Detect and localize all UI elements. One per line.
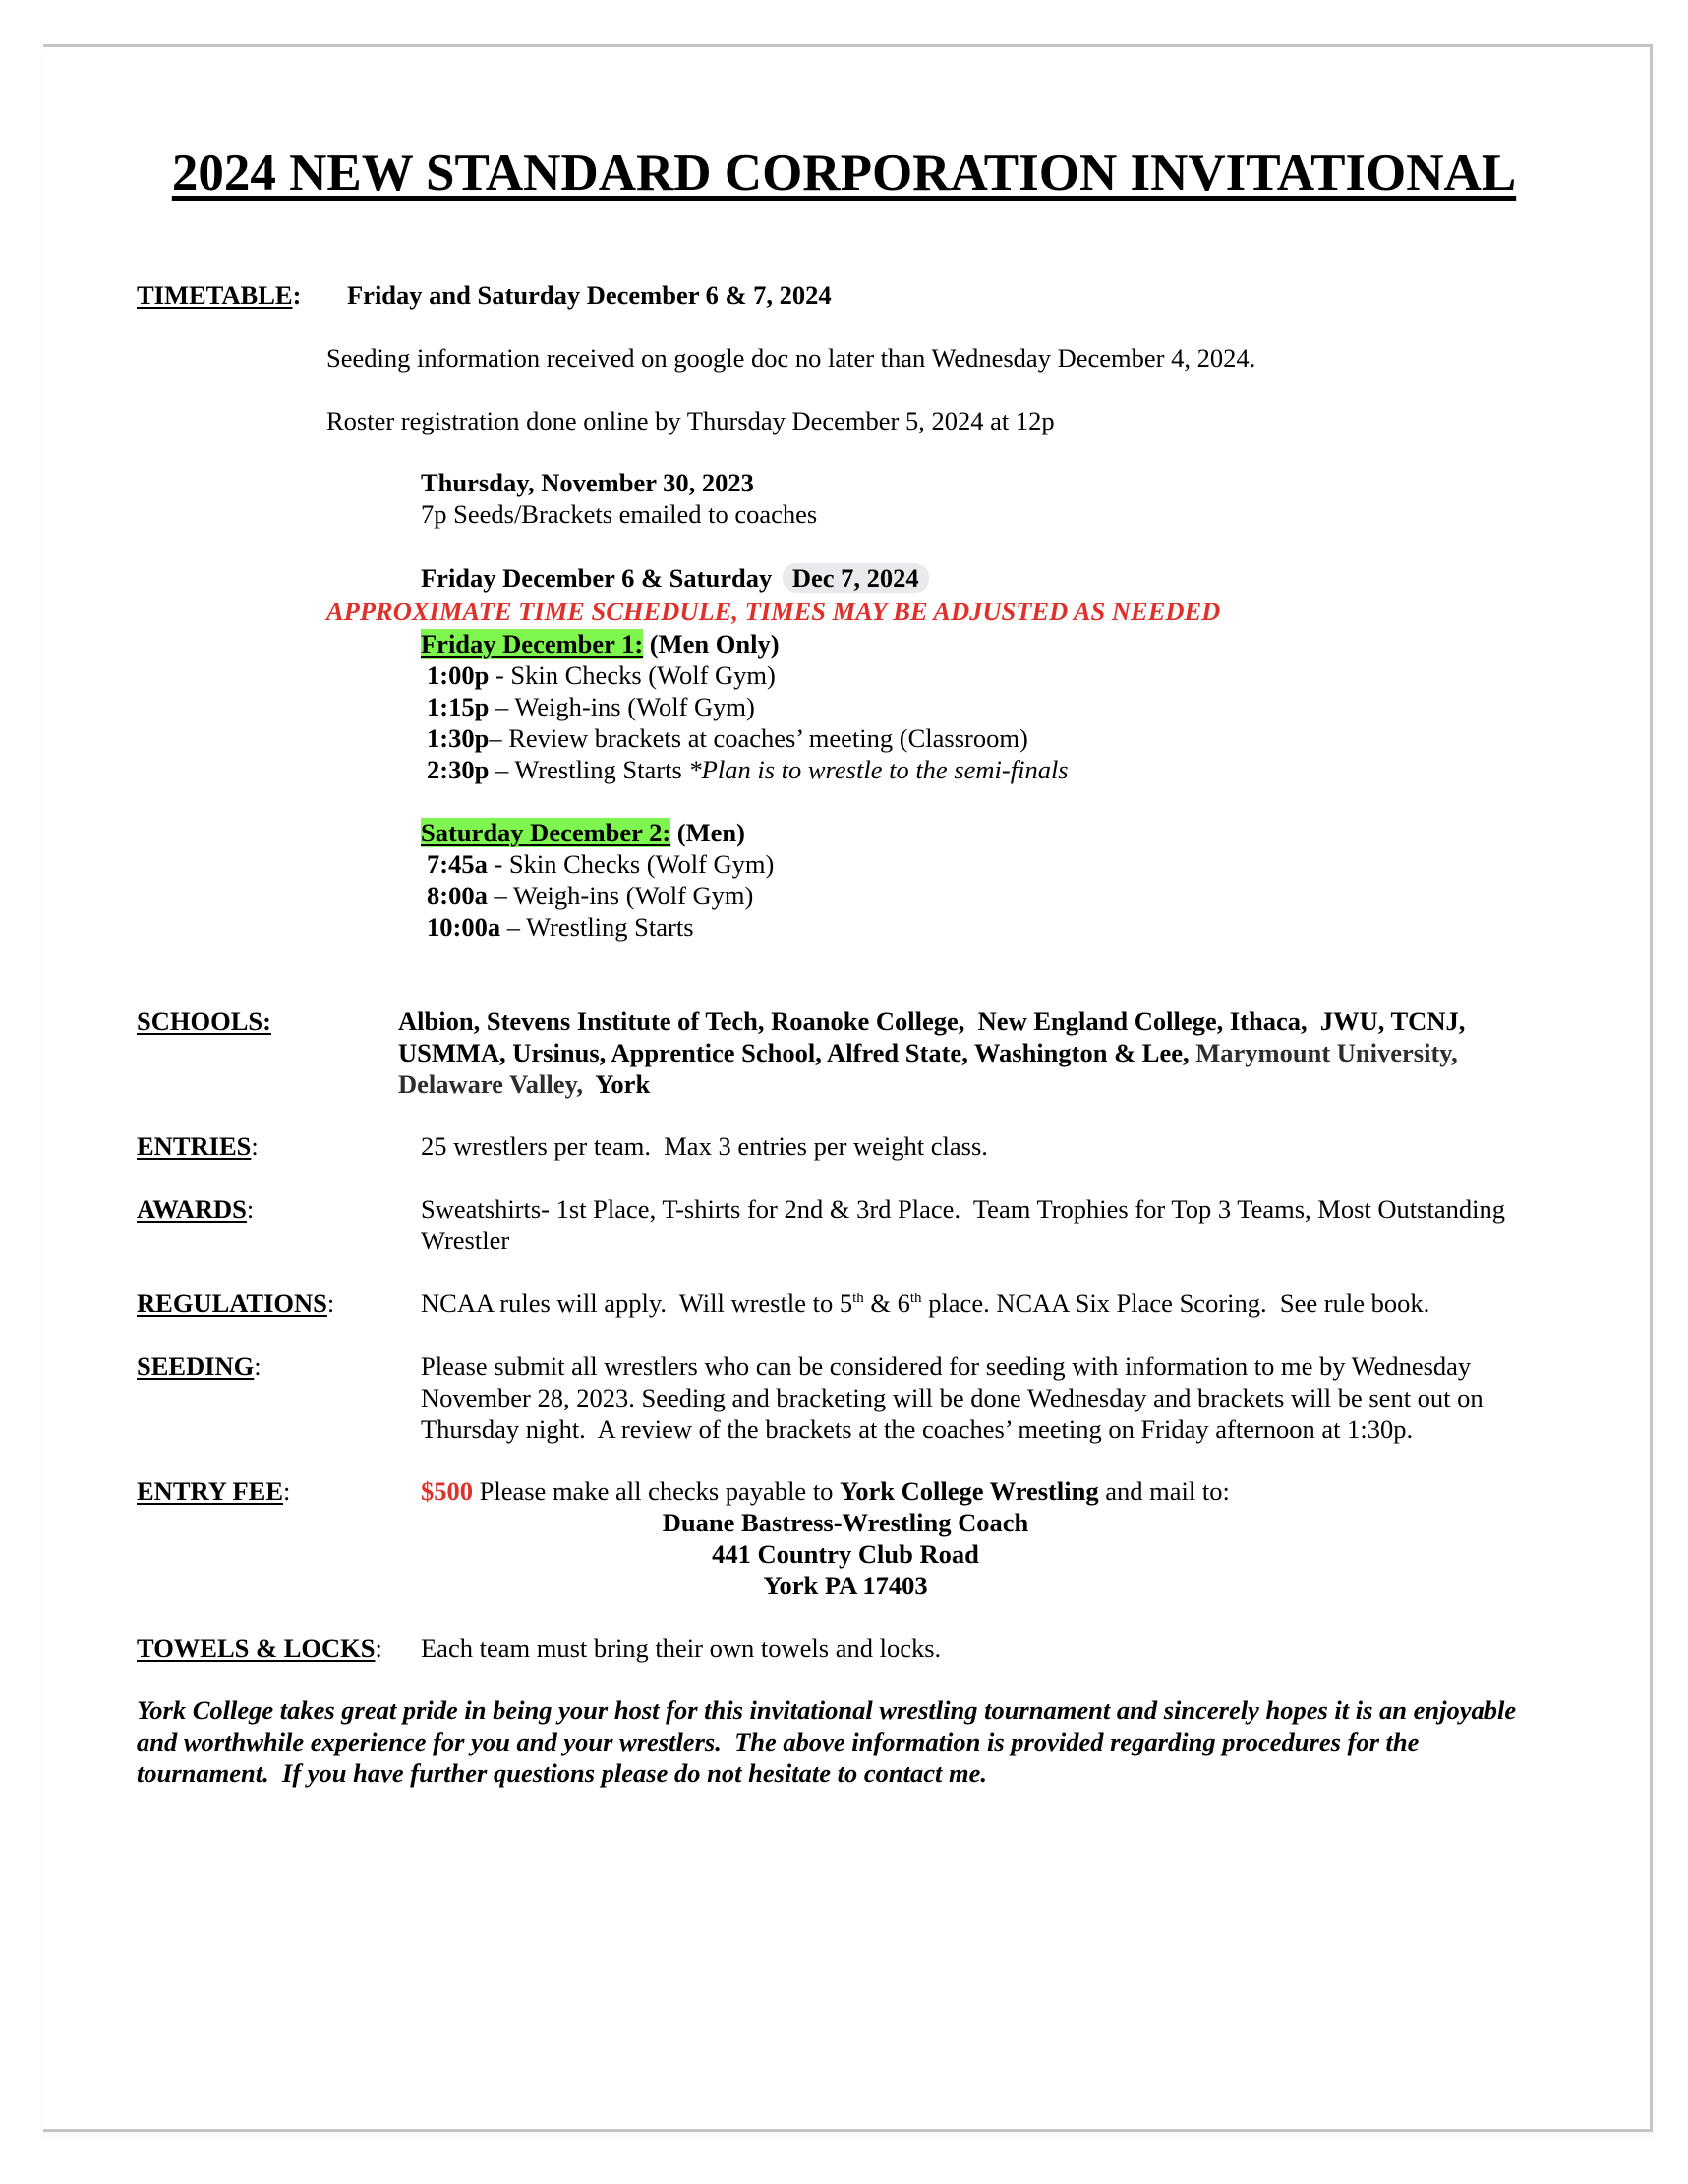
schedule-item: 8:00a – Weigh-ins (Wolf Gym) xyxy=(427,881,754,910)
awards-text: Wrestler xyxy=(421,1226,510,1255)
closing-paragraph-line: tournament. If you have further questions please do not hesitate to contact me. xyxy=(137,1758,987,1788)
schedule-item: 1:00p - Skin Checks (Wolf Gym) xyxy=(427,661,776,690)
schedule-item: 1:30p– Review brackets at coaches’ meeting (Classroom) xyxy=(427,723,1028,753)
roster-registration-deadline: Roster registration done online by Thursday December 5, 2024 at 12p xyxy=(326,406,1055,435)
saturday-heading: Saturday December 2: (Men) xyxy=(421,818,745,847)
schedule-disclaimer: APPROXIMATE TIME SCHEDULE, TIMES MAY BE ADJUSTED AS NEEDED xyxy=(326,597,1221,626)
entry-fee-label: ENTRY FEE: xyxy=(137,1476,291,1506)
friday-day-highlight: Friday December 1: xyxy=(421,629,644,659)
schedule-item: 1:15p – Weigh-ins (Wolf Gym) xyxy=(427,692,755,721)
entries-text: 25 wrestlers per team. Max 3 entries per weight class. xyxy=(421,1131,988,1161)
payee: York College Wrestling xyxy=(840,1476,1099,1506)
schools-line: Albion, Stevens Institute of Tech, Roanoke College, New England College, Ithaca, JWU, TCNJ, xyxy=(398,1006,1466,1036)
seeding-text: Thursday night. A review of the brackets at the coaches’ meeting on Friday afternoon at 1:30p. xyxy=(421,1414,1414,1444)
awards-text: Sweatshirts- 1st Place, T-shirts for 2nd & 3rd Place. Team Trophies for Top 3 Teams, Most Outstanding xyxy=(421,1194,1505,1224)
towels-locks-label: TOWELS & LOCKS: xyxy=(137,1634,382,1663)
timetable-heading: Friday and Saturday December 6 & 7, 2024 xyxy=(347,280,832,310)
closing-paragraph-line: and worthwhile experience for you and your wrestlers. The above information is provided regarding procedures for the xyxy=(137,1727,1420,1756)
towels-locks-text: Each team must bring their own towels and locks. xyxy=(421,1634,942,1663)
schools-line: USMMA, Ursinus, Apprentice School, Alfred State, Washington & Lee, Marymount University, xyxy=(398,1038,1458,1067)
mailing-address-street: 441 Country Club Road xyxy=(712,1539,979,1569)
schedule-item: 10:00a – Wrestling Starts xyxy=(427,912,694,942)
entry-fee-text: $500 Please make all checks payable to York College Wrestling and mail to: xyxy=(421,1476,1230,1506)
schedule-item: 7:45a - Skin Checks (Wolf Gym) xyxy=(427,849,775,879)
date-chip[interactable]: Dec 7, 2024 xyxy=(783,563,929,593)
closing-paragraph-line: York College takes great pride in being your host for this invitational wrestling tournament and sincerely hopes it is an enjoyable xyxy=(137,1695,1517,1725)
schools-label: SCHOOLS: xyxy=(137,1006,271,1036)
seeding-text: November 28, 2023. Seeding and bracketing will be done Wednesday and brackets will be sent out on xyxy=(421,1383,1484,1412)
saturday-day-highlight: Saturday December 2: xyxy=(421,818,671,847)
mailing-address-city: York PA 17403 xyxy=(763,1571,928,1600)
event-dates: Friday December 6 & Saturday Dec 7, 2024 xyxy=(421,562,929,594)
thursday-date: Thursday, November 30, 2023 xyxy=(421,468,754,497)
awards-label: AWARDS: xyxy=(137,1194,255,1224)
regulations-text: NCAA rules will apply. Will wrestle to 5th & 6th place. NCAA Six Place Scoring. See rule book. xyxy=(421,1289,1430,1318)
seeding-label: SEEDING: xyxy=(137,1351,262,1381)
friday-heading: Friday December 1: (Men Only) xyxy=(421,629,780,659)
schedule-item: 2:30p – Wrestling Starts *Plan is to wrestle to the semi-finals xyxy=(427,755,1069,784)
schedule-item-note: *Plan is to wrestle to the semi-finals xyxy=(688,755,1069,784)
thursday-note: 7p Seeds/Brackets emailed to coaches xyxy=(421,499,818,529)
regulations-label: REGULATIONS: xyxy=(137,1289,335,1318)
document-title: 2024 NEW STANDARD CORPORATION INVITATIONAL xyxy=(171,144,1517,201)
entry-fee-amount: $500 xyxy=(421,1476,473,1506)
schools-line: Delaware Valley, York xyxy=(398,1069,651,1099)
mailing-address-name: Duane Bastress-Wrestling Coach xyxy=(662,1508,1029,1537)
seeding-info-deadline: Seeding information received on google doc no later than Wednesday December 4, 2024. xyxy=(326,343,1256,373)
entries-label: ENTRIES: xyxy=(137,1131,259,1161)
seeding-text: Please submit all wrestlers who can be considered for seeding with information to me by Wednesday xyxy=(421,1351,1472,1381)
timetable-label: TIMETABLE: xyxy=(137,280,302,310)
